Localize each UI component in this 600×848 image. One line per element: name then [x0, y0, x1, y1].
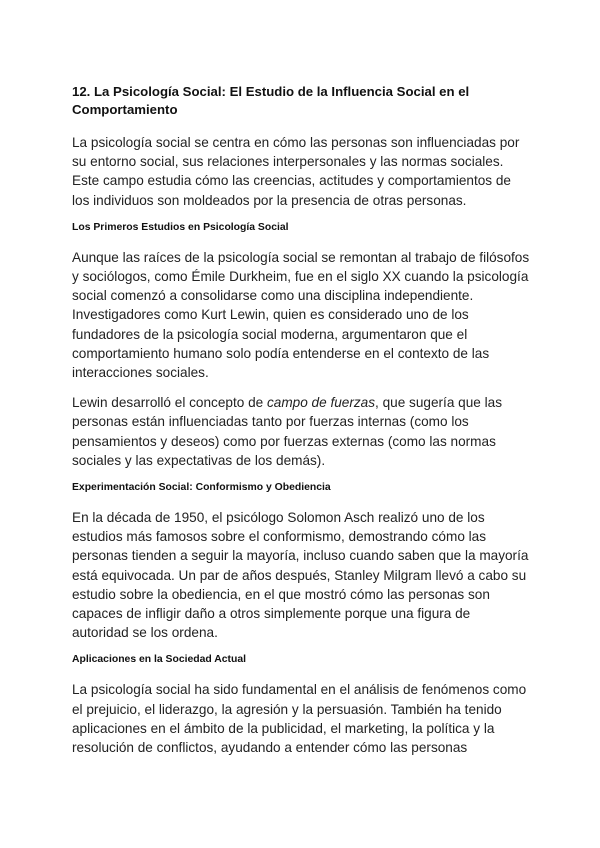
paragraph-asch-milgram: En la década de 1950, el psicólogo Solomon Asch realizó uno de los estudios más famosos sobre el conformismo, demostrando cómo las personas tienden a seguir la mayoría, incluso cuando saben que la mayoría está equivocada. Un par de años después, Stanley Milgram llevó a cabo su estudio sobre la obediencia, en el que mostró cómo las personas son capaces de infligir daño a otros simplemente porque una figura de autoridad se los ordena. [72, 510, 529, 641]
intro-paragraph: La psicología social se centra en cómo las personas son influenciadas por su entorno social, sus relaciones interpersonales y las normas sociales. Este campo estudia cómo las creencias, actitudes y comportamientos de los individuos son moldeados por la presencia de otras personas. [72, 135, 520, 208]
paragraph-aplicaciones: La psicología social ha sido fundamental en el análisis de fenómenos como el prejuicio, el liderazgo, la agresión y la persuasión. También ha tenido aplicaciones en el ámbito de la publicidad, el marketing, la política y la resolución de conflictos, ayudando a entender cómo las personas [72, 682, 527, 756]
lewin-text-after: , que sugería que las personas están influenciadas tanto por fuerzas internas (como los pensamientos y deseos) como por fuerzas externas (como las normas sociales y las expectativas de los demás). [72, 395, 502, 468]
section-heading-experimentacion: Experimentación Social: Conformismo y Obediencia [72, 482, 331, 494]
section-heading-primeros-estudios: Los Primeros Estudios en Psicología Social [72, 221, 289, 233]
lewin-text-before: Lewin desarrolló el concepto de [72, 395, 267, 411]
section-heading-aplicaciones: Aplicaciones en la Sociedad Actual [72, 654, 247, 666]
paragraph-lewin [72, 393, 530, 470]
document-page [72, 83, 530, 768]
document-title: 12. La Psicología Social: El Estudio de la Influencia Social en el Comportamiento [72, 84, 470, 117]
paragraph-raices: Aunque las raíces de la psicología social se remontan al trabajo de filósofos y sociólogos, como Émile Durkheim, fue en el siglo XX cuando la psicología social comenzó a consolidarse como una disciplina independiente. Investigadores como Kurt Lewin, quien es considerado uno de los fundadores de la psicología social moderna, argumentaron que el comportamiento humano solo podía entenderse en el contexto de las interacciones sociales. [72, 249, 530, 381]
lewin-emphasis: campo de fuerzas [266, 395, 376, 411]
